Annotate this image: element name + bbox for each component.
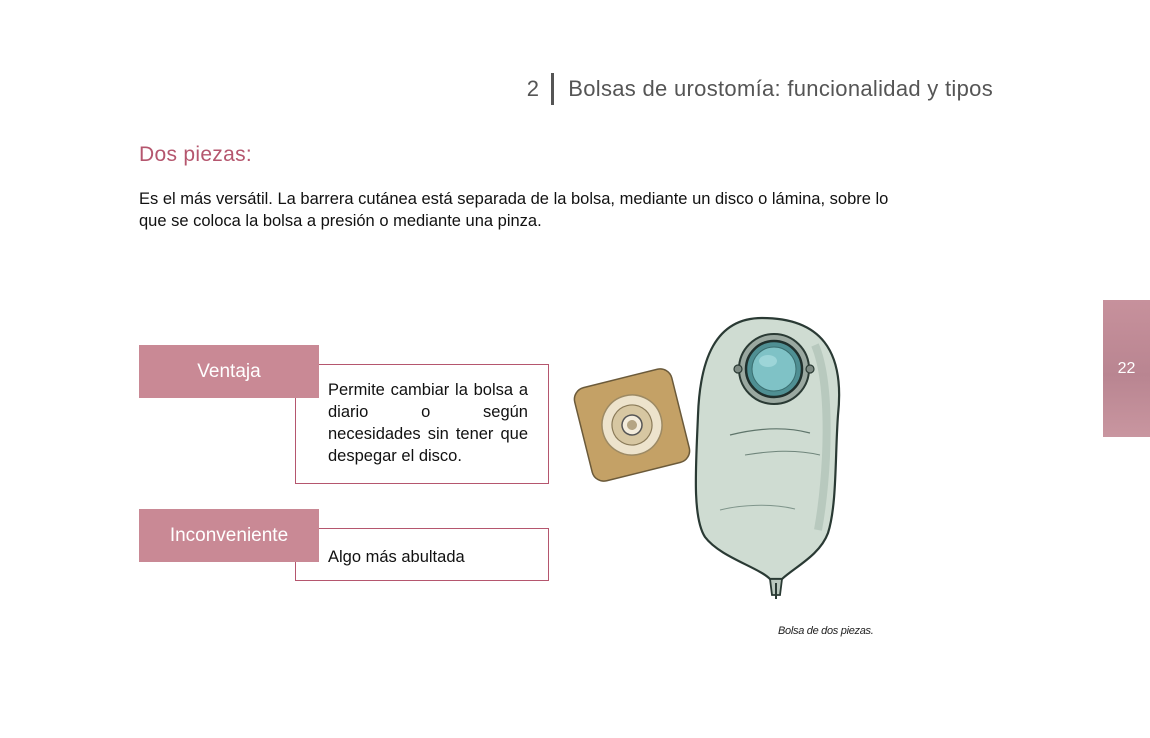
skin-barrier-flange: [572, 366, 692, 483]
drawback-label: Inconveniente: [139, 509, 319, 562]
section-title: Dos piezas:: [139, 143, 253, 166]
chapter-number: 2: [526, 76, 540, 101]
advantage-label: Ventaja: [139, 345, 319, 398]
intro-paragraph: Es el más versátil. La barrera cutánea está separada de la bolsa, mediante un disco o lámina, sobre lo que se coloca la bolsa a presión o mediante una pinza.: [139, 190, 889, 230]
advantage-text: Permite cambiar la bolsa a diario o según necesidades sin tener que despegar el disco.: [295, 364, 549, 484]
chapter-title: Bolsas de urostomía: funcionalidad y tipos: [568, 76, 993, 101]
two-piece-pouch-illustration: [570, 305, 870, 605]
figure-caption: Bolsa de dos piezas.: [778, 625, 874, 637]
drawback-text: Algo más abultada: [295, 528, 549, 581]
page-number-tab: [1103, 300, 1150, 437]
header-divider: [551, 73, 554, 105]
chapter-header: [0, 72, 993, 106]
page-number: 22: [1117, 359, 1136, 377]
